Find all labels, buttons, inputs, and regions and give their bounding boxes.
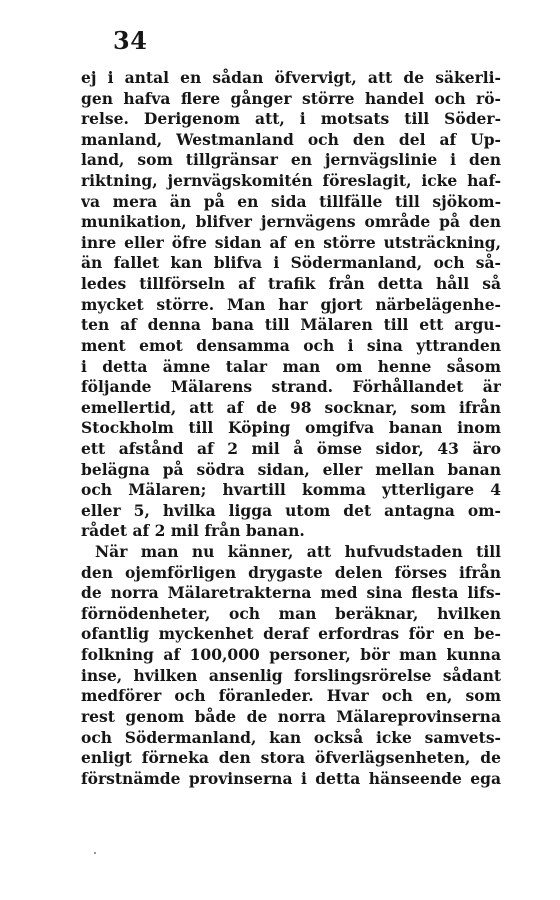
text-line: folkning af 100,000 personer, bör man kunna [81,645,501,665]
text-line: följande Mälarens strand. Förhållandet är [81,377,501,397]
text-line: ten af denna bana till Mälaren till ett argu- [81,315,501,335]
text-line: munikation, blifver jernvägens område på den [81,212,501,232]
text-line: förstnämde provinserna i detta hänseende ega [81,768,501,788]
page-number: 34 [113,26,148,55]
text-line: emellertid, att af de 98 socknar, som ifrån [81,397,501,417]
text-line: manland, Westmanland och den del af Up- [81,129,501,149]
paragraph-last-line: rådet af 2 mil från banan. [81,521,305,541]
text-line: va mera än på en sida tillfälle till sjökom- [81,191,501,211]
paragraph-first-line: När man nu känner, att hufvudstaden till [95,542,501,562]
text-line: och Södermanland, kan också icke samvets- [81,727,501,747]
text-line: mycket större. Man har gjort närbelägenhe- [81,294,501,314]
text-line: än fallet kan blifva i Södermanland, och så- [81,253,501,273]
text-line: ofantlig myckenhet deraf erfordras för en be- [81,624,501,644]
text-line: rest genom både de norra Mälareprovinserna [81,706,501,726]
text-line: förnödenheter, och man beräknar, hvilken [81,603,501,623]
text-line: i detta ämne talar man om henne såsom [81,356,501,376]
text-line: medförer och föranleder. Hvar och en, som [81,686,501,706]
text-line: gen hafva flere gånger större handel och rö- [81,88,501,108]
text-line: ej i antal en sådan öfvervigt, att de säkerli- [81,68,501,87]
text-line: riktning, jernvägskomitén föreslagit, icke haf- [81,171,501,191]
text-line: den ojemförligen drygaste delen förses ifrån [81,562,501,582]
text-line: ment emot densamma och i sina yttranden [81,335,501,355]
body-text [81,68,501,789]
text-line: Stockholm till Köping omgifva banan inom [81,418,501,438]
text-line: relse. Derigenom att, i motsats till Söder- [81,109,501,129]
paper-speck [94,852,96,854]
text-line: inse, hvilken ansenlig forslingsrörelse sådant [81,665,501,685]
text-line: enligt förneka den stora öfverlägsenheten, de [81,748,501,768]
text-line: eller 5, hvilka ligga utom det antagna om- [81,500,501,520]
text-line: de norra Mälaretrakterna med sina flesta lifs- [81,583,501,603]
text-line: ett afstånd af 2 mil å ömse sidor, 43 äro [81,438,501,458]
text-line: inre eller öfre sidan af en större utsträckning, [81,232,501,252]
text-line: belägna på södra sidan, eller mellan banan [81,459,501,479]
text-line: ledes tillförseln af trafik från detta håll så [81,274,501,294]
text-line: och Mälaren; hvartill komma ytterligare 4 [81,480,501,500]
text-line: land, som tillgränsar en jernvägslinie i den [81,150,501,170]
